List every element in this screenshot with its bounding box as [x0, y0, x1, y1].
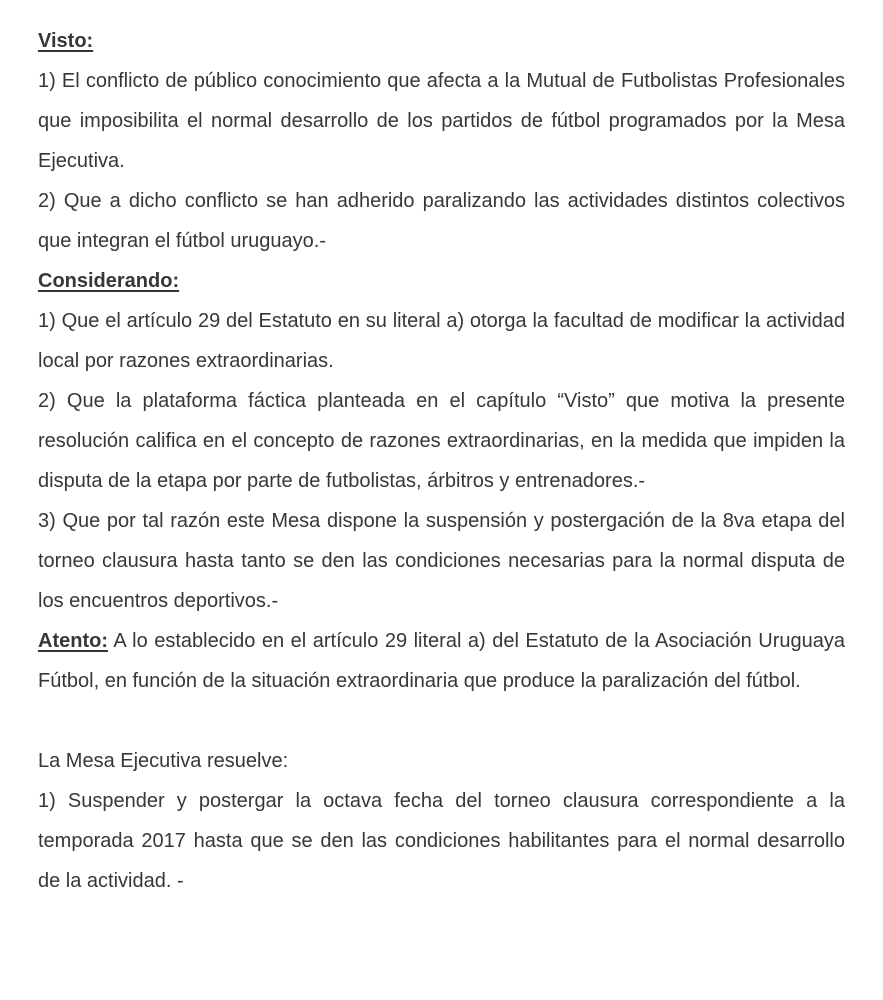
- considerando-item-1: 1) Que el artículo 29 del Estatuto en su literal a) otorga la facultad de modificar la actividad local por razones extraordinarias.: [38, 310, 845, 372]
- resolution-intro: La Mesa Ejecutiva resuelve:: [38, 750, 289, 772]
- atento-paragraph: [38, 621, 845, 701]
- visto-heading: Visto:: [38, 30, 94, 52]
- atento-body: A lo establecido en el artículo 29 literal a) del Estatuto de la Asociación Uruguaya Fútbol, en función de la situación extraordinaria que produce la paralización del fútbol.: [38, 630, 845, 692]
- visto-item-1: 1) El conflicto de público conocimiento que afecta a la Mutual de Futbolistas Profesionales que imposibilita el normal desarrollo de los partidos de fútbol programados por la Mesa Ejecutiva.: [38, 70, 845, 172]
- considerando-item-2: 2) Que la plataforma fáctica planteada en el capítulo “Visto” que motiva la presente resolución califica en el concepto de razones extraordinarias, en la medida que impiden la disputa de la etapa por parte de futbolistas, árbitros y entrenadores.-: [38, 390, 845, 492]
- resolution-item-1: 1) Suspender y postergar la octava fecha del torneo clausura correspondiente a la temporada 2017 hasta que se den las condiciones habilitantes para el normal desarrollo de la actividad. -: [38, 790, 845, 892]
- atento-label: Atento:: [38, 630, 108, 652]
- considerando-heading: Considerando:: [38, 270, 180, 292]
- considerando-item-3: 3) Que por tal razón este Mesa dispone la suspensión y postergación de la 8va etapa del torneo clausura hasta tanto se den las condiciones necesarias para la normal disputa de los encuentros deportivos.-: [38, 510, 845, 612]
- visto-item-2: 2) Que a dicho conflicto se han adherido paralizando las actividades distintos colectivos que integran el fútbol uruguayo.-: [38, 190, 845, 252]
